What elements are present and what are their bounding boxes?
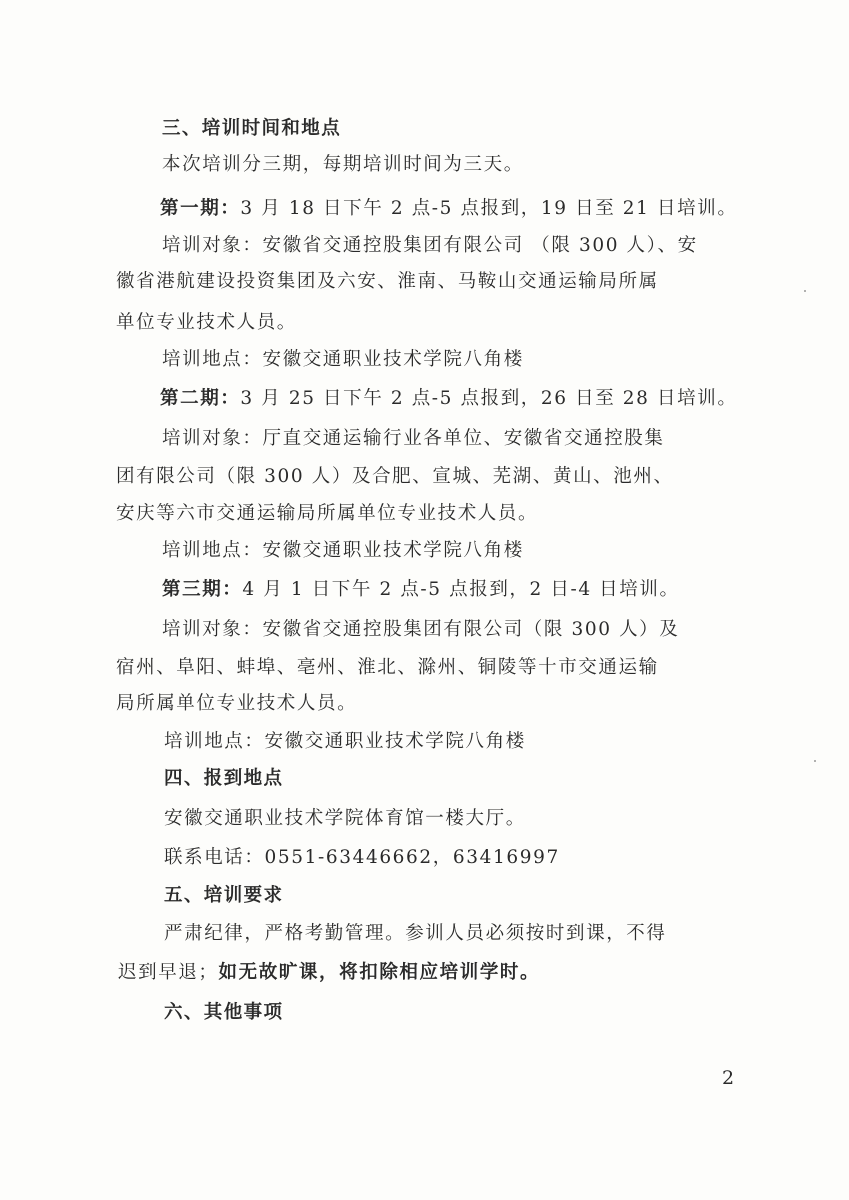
report-place: 安徽交通职业技术学院体育馆一楼大厅。: [164, 808, 526, 829]
period-2-schedule: [160, 387, 737, 411]
section-5-heading: 五、培训要求: [164, 885, 284, 906]
period-1-target-line-3: 单位专业技术人员。: [116, 312, 297, 333]
training-intro: 本次培训分三期，每期培训时间为三天。: [162, 154, 524, 175]
period-3-label: 第三期：: [162, 579, 243, 600]
page-number: 2: [722, 1067, 735, 1089]
period-3-target-line-1: 培训对象：安徽省交通控股集团有限公司（限 300 人）及: [162, 619, 680, 640]
section-6-heading: 六、其他事项: [164, 1002, 284, 1023]
period-1-target-line-1: 培训对象：安徽省交通控股集团有限公司 （限 300 人）、安: [162, 235, 698, 256]
absence-penalty-text: 如无故旷课，将扣除相应培训学时。: [218, 962, 541, 983]
period-3-venue: 培训地点：安徽交通职业技术学院八角楼: [164, 731, 526, 752]
period-2-venue: 培训地点：安徽交通职业技术学院八角楼: [162, 540, 524, 561]
period-2-label: 第二期：: [160, 388, 241, 409]
period-1-target-line-2: 徽省港航建设投资集团及六安、淮南、马鞍山交通运输局所属: [116, 271, 659, 292]
period-1-time: 3 月 18 日下午 2 点-5 点报到，19 日至 21 日培训。: [240, 198, 738, 219]
period-1-venue: 培训地点：安徽交通职业技术学院八角楼: [162, 349, 524, 370]
scan-speck: [814, 760, 816, 762]
scan-speck: [804, 290, 806, 292]
requirements-line-2: [118, 961, 540, 985]
contact-phone: 联系电话：0551-63446662，63416997: [164, 847, 560, 868]
period-2-target-line-2: 团有限公司（限 300 人）及合肥、宣城、芜湖、黄山、池州、: [116, 466, 674, 487]
period-2-target-line-1: 培训对象：厅直交通运输行业各单位、安徽省交通控股集: [162, 428, 665, 449]
period-3-schedule: [162, 578, 680, 602]
period-2-target-line-3: 安庆等六市交通运输局所属单位专业技术人员。: [116, 503, 539, 524]
period-3-target-line-3: 局所属单位专业技术人员。: [116, 693, 358, 714]
requirements-line-2-text: 迟到早退；: [118, 962, 219, 983]
period-2-time: 3 月 25 日下午 2 点-5 点报到，26 日至 28 日培训。: [240, 388, 738, 409]
period-3-time: 4 月 1 日下午 2 点-5 点报到，2 日-4 日培训。: [242, 579, 680, 600]
requirements-line-1: 严肃纪律，严格考勤管理。参训人员必须按时到课，不得: [164, 923, 667, 944]
section-3-heading: 三、培训时间和地点: [162, 118, 342, 139]
section-4-heading: 四、报到地点: [164, 768, 284, 789]
period-1-label: 第一期：: [160, 198, 241, 219]
period-1-schedule: [160, 197, 737, 221]
period-3-target-line-2: 宿州、阜阳、蚌埠、亳州、淮北、滁州、铜陵等十市交通运输: [116, 657, 659, 678]
